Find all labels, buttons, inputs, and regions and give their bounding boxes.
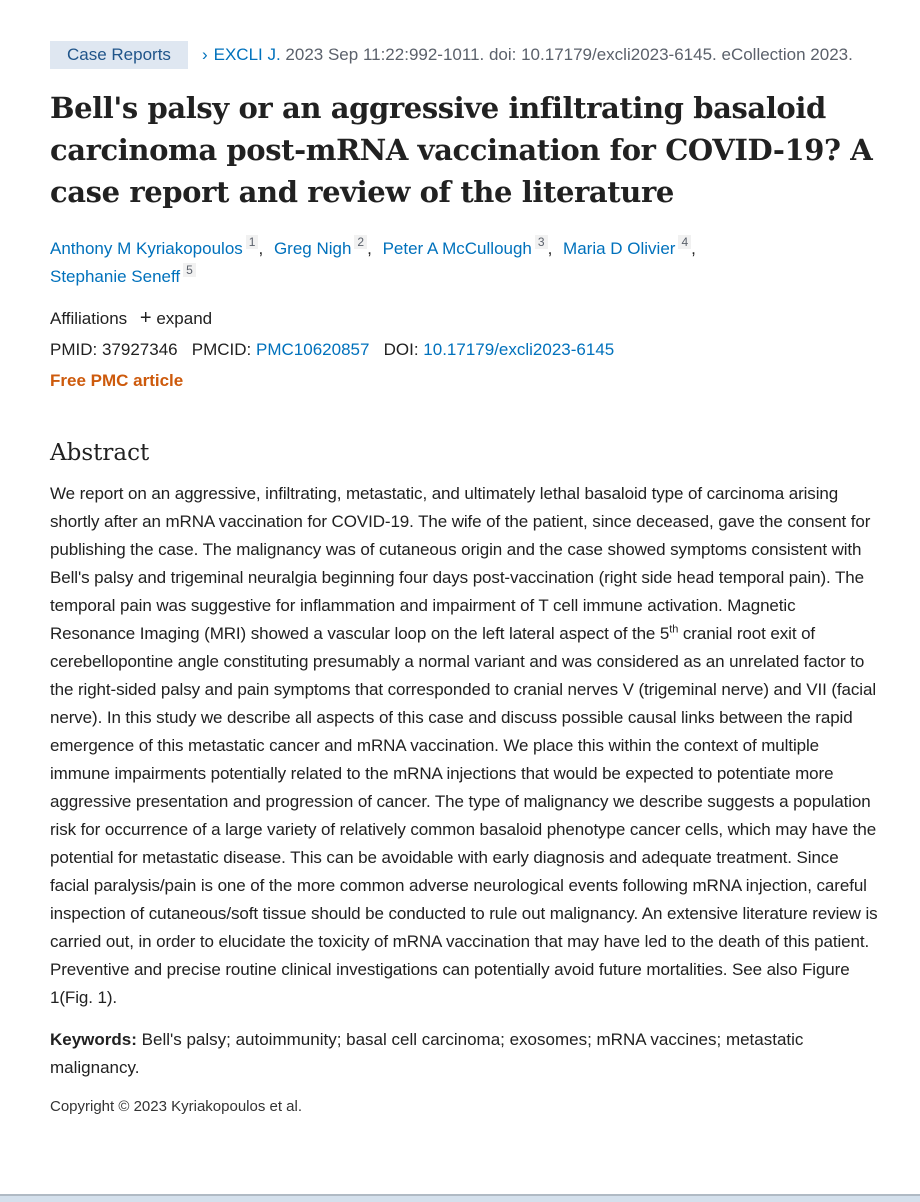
author-list: Anthony M Kyriakopoulos $^1$ , Greg Nigh $^2$ , Peter A McCullough $^3$ , Maria D Olivier $^4$ , Stephanie Seneff $^5$: [50, 235, 696, 286]
article-meta: [50, 303, 880, 396]
author-link[interactable]: Peter A McCullough: [382, 239, 532, 258]
abstract-superscript: th: [669, 623, 679, 636]
doi-label: DOI:: [383, 340, 419, 359]
bottom-bar: [0, 1194, 920, 1202]
identifiers-row: [50, 334, 880, 365]
pmid-value: 37927346: [101, 340, 178, 359]
author-link[interactable]: Anthony M Kyriakopoulos: [50, 239, 243, 258]
keywords-label: Keywords:: [50, 1030, 137, 1049]
expand-affiliations-button[interactable]: [140, 309, 212, 328]
free-pmc-article-label[interactable]: Free PMC article: [50, 371, 184, 390]
doi-link[interactable]: 10.17179/excli2023-6145: [423, 340, 615, 359]
affiliation-ref[interactable]: 2: [354, 235, 367, 249]
affiliation-ref[interactable]: 3: [535, 235, 548, 249]
pmcid-link[interactable]: PMC10620857: [256, 340, 370, 359]
affiliations-label: Affiliations: [50, 309, 128, 328]
author-link[interactable]: Greg Nigh: [273, 239, 352, 258]
journal-link[interactable]: EXCLI J.: [213, 45, 281, 64]
citation: [50, 38, 880, 71]
article-header: [50, 38, 880, 1115]
chevron-right-icon: ›: [201, 45, 208, 64]
abstract-heading: Abstract: [50, 440, 150, 466]
author-link[interactable]: Stephanie Seneff: [50, 267, 181, 286]
keywords-list: Bell's palsy; autoimmunity; basal cell carcinoma; exosomes; mRNA vaccines; metastatic malignancy.: [50, 1030, 804, 1077]
affiliation-ref[interactable]: 5: [183, 263, 196, 277]
plus-icon: +: [139, 307, 152, 329]
article-title: Bell's palsy or an aggressive infiltrating basaloid carcinoma post-mRNA vaccination for COVID-19? A case report and review of the literature: [50, 91, 873, 209]
citation-details: 2023 Sep 11:22:992-1011. doi: 10.17179/excli2023-6145. eCollection 2023.: [280, 45, 853, 64]
affiliation-ref[interactable]: 4: [678, 235, 691, 249]
author-link[interactable]: Maria D Olivier: [563, 239, 676, 258]
abstract-text: [50, 480, 880, 1012]
affiliation-ref[interactable]: 1: [246, 235, 259, 249]
copyright: Copyright © 2023 Kyriakopoulos et al.: [50, 1098, 303, 1115]
affiliations-row: [50, 303, 880, 334]
abstract-text-part: cranial root exit of cerebellopontine angle constituting presumably a normal variant and was considered as an unrelated factor to the right-sided palsy and pain symptoms that corresponded to cranial nerves V (trigeminal nerve) and VII (facial nerve). In this study we describe all aspects of this case and discuss possible causal links between the rapid emergence of this metastatic cancer and mRNA vaccination. We place this within the context of multiple immune impairments potentially related to the mRNA injections that would be expected to potentiate more aggressive presentation and progression of cancer. The type of malignancy we describe suggests a population risk for occurrence of a large variety of relatively common basaloid phenotype cancer cells, which may have the potential for metastatic disease. This can be avoidable with early diagnosis and adequate treatment. Since facial paralysis/pain is one of the more common adverse neurological events following mRNA injection, careful inspection of cutaneous/soft tissue should be conducted to rule out malignancy. An extensive literature review is carried out, in order to elucidate the toxicity of mRNA vaccination that may have led to the death of this patient. Preventive and precise routine clinical investigations can potentially avoid future mortalities. See also Figure 1(Fig. 1).: [50, 624, 878, 1007]
pmid-label: PMID:: [50, 340, 98, 359]
keywords: [50, 1026, 880, 1082]
publication-type-badge[interactable]: Case Reports: [50, 41, 188, 69]
pmcid-label: PMCID:: [191, 340, 252, 359]
abstract-text-part: We report on an aggressive, infiltrating, metastatic, and ultimately lethal basaloid type of carcinoma arising shortly after an mRNA vaccination for COVID-19. The wife of the patient, since deceased, gave the consent for publishing the case. The malignancy was of cutaneous origin and the case showed symptoms consistent with Bell's palsy and trigeminal neuralgia beginning four days post-vaccination (right side head temporal pain). The temporal pain was suggestive for inflammation and impairment of T cell immune activation. Magnetic Resonance Imaging (MRI) showed a vascular loop on the left lateral aspect of the 5: [50, 484, 871, 643]
expand-label: expand: [156, 309, 213, 328]
